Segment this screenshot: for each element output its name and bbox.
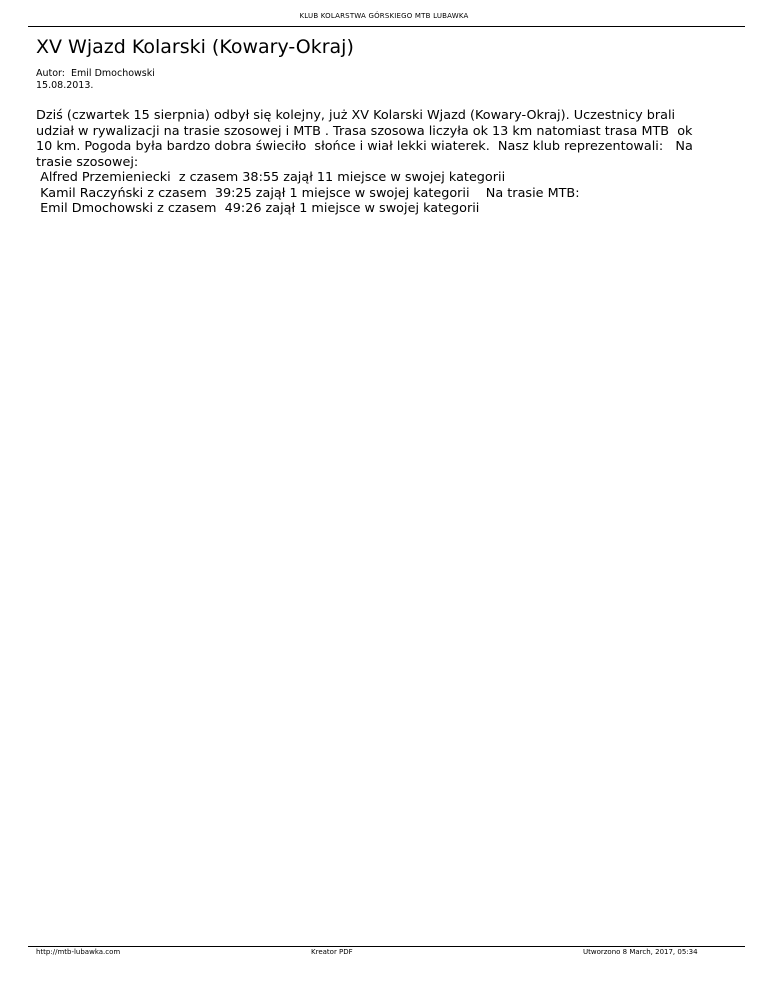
result-line: Kamil Raczyński z czasem 39:25 zajął 1 miejsce w swojej kategorii Na trasie MTB: — [36, 185, 580, 201]
body-line: 10 km. Pogoda była bardzo dobra świeciło słońce i wiał lekki wiaterek. Nasz klub reprezentowali: Na — [36, 139, 693, 154]
article-date: 15.08.2013. — [36, 80, 94, 91]
article-title: XV Wjazd Kolarski (Kowary-Okraj) — [36, 36, 354, 58]
body-line: Dziś (czwartek 15 sierpnia) odbył się kolejny, już XV Kolarski Wjazd (Kowary-Okraj). Uczestnicy brali — [36, 108, 676, 123]
result-line: Alfred Przemieniecki z czasem 38:55 zajął 11 miejsce w swojej kategorii — [36, 170, 506, 185]
footer-created-date: Utworzono 8 March, 2017, 05:34 — [583, 948, 698, 956]
result-line: Emil Dmochowski z czasem 49:26 zajął 1 miejsce w swojej kategorii — [36, 201, 480, 216]
body-line: udział w rywalizacji na trasie szosowej i MTB . Trasa szosowa liczyła ok 13 km natomiast trasa MTB ok — [36, 123, 693, 139]
footer-url-link[interactable]: http://mtb-lubawka.com — [36, 948, 121, 956]
article-meta — [36, 68, 155, 92]
header-divider — [28, 26, 745, 27]
footer-divider — [28, 946, 745, 947]
site-header-title: KLUB KOLARSTWA GÓRSKIEGO MTB LUBAWKA — [299, 12, 469, 20]
footer-generator: Kreator PDF — [311, 948, 353, 956]
author-line: Autor: Emil Dmochowski — [36, 68, 155, 79]
article-body — [36, 108, 726, 217]
body-line: trasie szosowej: — [36, 154, 139, 170]
